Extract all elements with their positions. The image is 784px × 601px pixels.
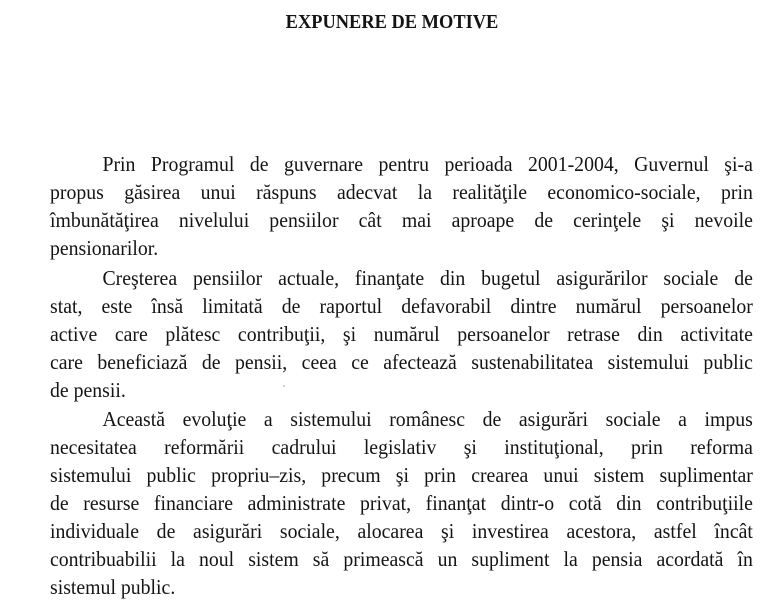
text-line: Creşterea pensiilor actuale, finanţate din bugetul asigurărilor sociale de: [102, 266, 753, 290]
text-line: pensionarilor.: [50, 236, 159, 260]
paragraph-3: [50, 405, 753, 601]
document-title: EXPUNERE DE MOTIVE: [285, 11, 499, 33]
text-line: îmbunătăţirea nivelului pensiilor cât mai aproape de cerinţele şi nevoile: [50, 208, 753, 232]
text-line: de pensii.: [50, 378, 126, 402]
text-line: contribuabilii la noul sistem să primească un supliment la pensia acordată în: [50, 547, 753, 571]
text-line: Prin Programul de guvernare pentru perioada 2001-2004, Guvernul şi-a: [102, 152, 753, 176]
text-line: de resurse financiare administrate privat, finanţat dintr-o cotă din contribuţiile: [50, 491, 753, 515]
text-line: care beneficiază de pensii, ceea ce afectează sustenabilitatea sistemului public: [50, 350, 753, 374]
text-line: stat, este însă limitată de raportul defavorabil dintre numărul persoanelor: [50, 294, 753, 318]
text-line: active care plătesc contribuţii, şi numărul persoanelor retrase din activitate: [50, 322, 753, 346]
text-line: propus găsirea unui răspuns adecvat la realităţile economico-sociale, prin: [50, 180, 753, 204]
text-line: sistemului public propriu–zis, precum şi prin crearea unui sistem suplimentar: [50, 463, 753, 487]
paragraph-1: [50, 150, 753, 262]
text-line: necesitatea reformării cadrului legislativ şi instituţional, prin reforma: [50, 435, 753, 459]
scan-speck: [283, 385, 285, 387]
text-line: individuale de asigurări sociale, alocarea şi investirea acestora, astfel încât: [50, 519, 753, 543]
text-line: Această evoluţie a sistemului românesc de asigurări sociale a impus: [102, 407, 753, 431]
text-line: sistemul public.: [50, 575, 176, 599]
paragraph-2: [50, 264, 753, 404]
